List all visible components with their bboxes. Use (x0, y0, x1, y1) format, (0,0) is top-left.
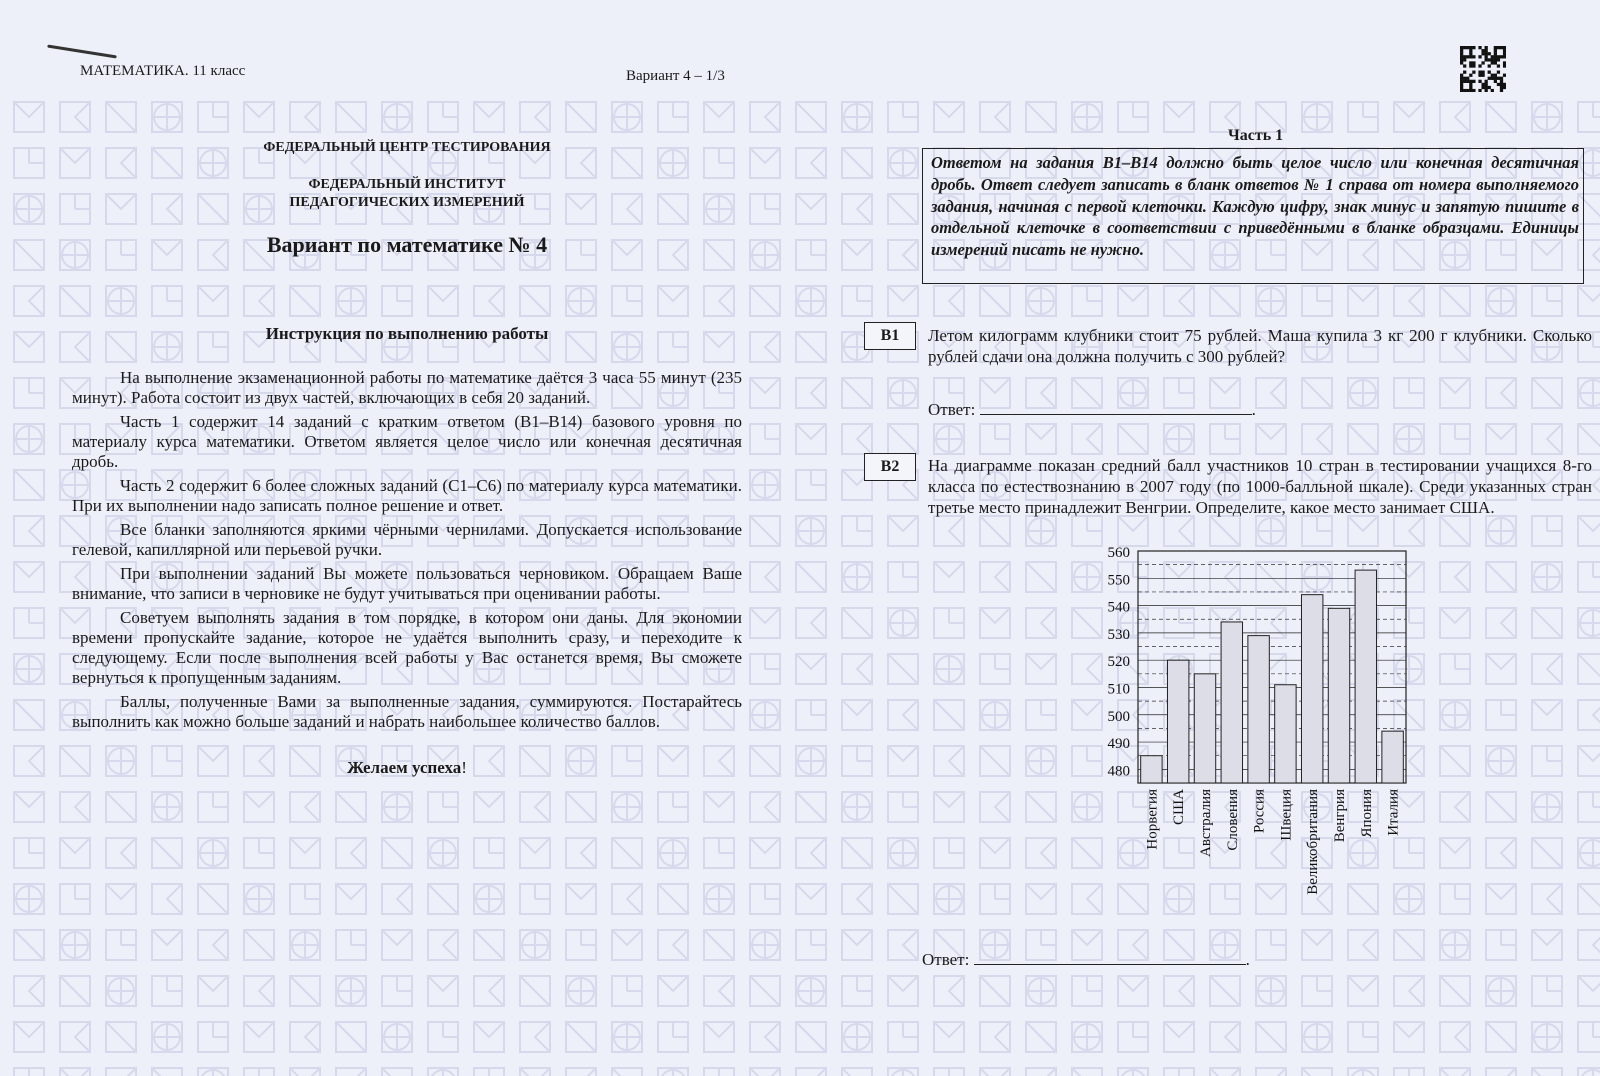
qr-module (1460, 89, 1463, 92)
instruction-paragraph: Все бланки заполняются яркими чёрными чернилами. Допускается использование гелевой, капиллярной или перьевой ручки. (72, 520, 742, 559)
qr-module (1469, 52, 1472, 55)
qr-module (1469, 64, 1472, 67)
qr-module (1488, 58, 1491, 61)
bar (1275, 685, 1296, 783)
qr-module (1463, 71, 1466, 74)
qr-module (1497, 83, 1500, 86)
org-ftc: ФЕДЕРАЛЬНЫЙ ЦЕНТР ТЕСТИРОВАНИЯ (263, 140, 551, 155)
qr-module (1485, 83, 1488, 86)
qr-module (1497, 64, 1500, 67)
y-tick-label: 550 (1107, 572, 1130, 589)
qr-module (1485, 46, 1488, 49)
qr-module (1478, 64, 1481, 67)
bar (1355, 570, 1376, 783)
qr-module (1503, 74, 1506, 77)
qr-module (1503, 64, 1506, 67)
qr-module (1494, 49, 1497, 52)
x-tick-label: Норвегия (1144, 789, 1161, 850)
qr-module (1463, 80, 1466, 83)
qr-module (1460, 46, 1463, 49)
qr-module (1466, 46, 1469, 49)
qr-module (1485, 49, 1488, 52)
good-luck-exclamation: ! (461, 758, 467, 777)
bar (1382, 731, 1403, 783)
qr-module (1497, 77, 1500, 80)
bar (1141, 756, 1162, 783)
qr-module (1466, 80, 1469, 83)
instruction-paragraph: Часть 2 содержит 6 более сложных заданий (С1–С6) по материалу курса математики. При их выполнении надо записать полное решение и ответ. (72, 476, 742, 515)
part1-instruction-box: Ответом на задания В1–В14 должно быть целое число или конечная десятичная дробь. Ответ следует записать в бланк ответов № 1 справа от номера выполняемого задания, начиная с первой клеточки. Каждую цифру, знак минус и запятую пишите в отдельной клеточке в соответствии с приведёнными в бланке образцами. Единицы измерений писать не нужно. (922, 148, 1584, 284)
answer-line (980, 398, 1252, 415)
qr-module (1503, 61, 1506, 64)
qr-module (1469, 46, 1472, 49)
qr-module (1485, 52, 1488, 55)
qr-module (1478, 80, 1481, 83)
instruction-paragraph: Советуем выполнять задания в том порядке, в котором они даны. Для экономии времени пропускайте задание, которое не удаётся выполнить сразу, и переходите к следующему. Если после выполнения всей работы у Вас останется время, Вы сможете вернуться к пропущенным заданиям. (72, 608, 742, 687)
qr-module (1494, 77, 1497, 80)
qr-module (1494, 58, 1497, 61)
qr-module (1488, 77, 1491, 80)
qr-module (1485, 55, 1488, 58)
qr-module (1481, 52, 1484, 55)
qr-module (1472, 61, 1475, 64)
qr-module (1491, 58, 1494, 61)
qr-module (1497, 71, 1500, 74)
qr-module (1460, 52, 1463, 55)
qr-module (1500, 46, 1503, 49)
qr-module (1494, 55, 1497, 58)
left-column (72, 140, 742, 778)
qr-module (1491, 89, 1494, 92)
qr-module (1469, 80, 1472, 83)
qr-module (1466, 77, 1469, 80)
qr-module (1472, 55, 1475, 58)
qr-module (1469, 83, 1472, 86)
task-b2-label: B2 (864, 453, 916, 481)
y-tick-label: 560 (1107, 545, 1130, 561)
qr-module (1466, 55, 1469, 58)
qr-module (1469, 86, 1472, 89)
y-tick-label: 480 (1107, 763, 1130, 780)
qr-module (1500, 89, 1503, 92)
instruction-paragraph: При выполнении заданий Вы можете пользоваться черновиком. Обращаем Ваше внимание, что записи в черновике не будут учитываться при оценивании работы. (72, 564, 742, 603)
qr-module (1503, 55, 1506, 58)
answer-label: Ответ: (928, 400, 976, 419)
bar (1328, 608, 1349, 783)
qr-module (1485, 58, 1488, 61)
qr-module (1488, 86, 1491, 89)
instructions-body (72, 368, 742, 732)
qr-module (1478, 89, 1481, 92)
qr-module (1491, 55, 1494, 58)
x-tick-label: Швеция (1278, 789, 1295, 841)
qr-module (1472, 71, 1475, 74)
x-tick-label: Австралия (1198, 789, 1214, 857)
x-tick-label: Великобритания (1305, 789, 1322, 895)
pen-mark (47, 45, 117, 59)
qr-module (1503, 86, 1506, 89)
task-b2-text: На диаграмме показан средний балл участников 10 стран в тестировании учащихся 8-го класса по естествознанию в 2007 году (по 1000-балльной шкале). Среди указанных стран третье место принадлежит Венгрии. Определите, какое место занимает США. (928, 456, 1592, 517)
answer-label: Ответ: (922, 950, 970, 969)
bar (1221, 622, 1242, 783)
y-tick-label: 510 (1107, 681, 1130, 698)
qr-module (1500, 86, 1503, 89)
qr-module (1469, 74, 1472, 77)
qr-module (1469, 61, 1472, 64)
qr-module (1488, 52, 1491, 55)
qr-module (1472, 64, 1475, 67)
bar (1301, 595, 1322, 783)
y-tick-label: 530 (1107, 626, 1130, 643)
qr-module (1497, 55, 1500, 58)
instructions-title: Инструкция по выполнению работы (265, 324, 549, 343)
qr-module (1460, 80, 1463, 83)
qr-module (1472, 46, 1475, 49)
qr-module (1466, 89, 1469, 92)
qr-module (1485, 80, 1488, 83)
qr-module (1463, 77, 1466, 80)
header-subject: МАТЕМАТИКА. 11 класс (80, 63, 246, 79)
qr-module (1472, 80, 1475, 83)
qr-module (1494, 46, 1497, 49)
x-tick-label: Венгрия (1332, 789, 1348, 843)
x-tick-label: США (1171, 789, 1188, 825)
qr-module (1503, 83, 1506, 86)
qr-module (1488, 64, 1491, 67)
qr-module (1481, 74, 1484, 77)
qr-module (1481, 86, 1484, 89)
task-b1-label: B1 (864, 322, 916, 350)
qr-module (1481, 49, 1484, 52)
qr-module (1460, 49, 1463, 52)
qr-module (1494, 74, 1497, 77)
org-fipi-line2: ПЕДАГОГИЧЕСКИХ ИЗМЕРЕНИЙ (289, 195, 525, 210)
x-tick-label: Россия (1251, 789, 1268, 834)
instruction-paragraph: Баллы, полученные Вами за выполненные задания, суммируются. Постарайтесь выполнить как можно больше заданий и набрать наибольшее количество баллов. (72, 692, 742, 731)
qr-module (1469, 49, 1472, 52)
qr-module (1485, 89, 1488, 92)
part-title: Часть 1 (1228, 127, 1284, 144)
qr-module (1494, 80, 1497, 83)
bar-chart (1090, 545, 1420, 925)
qr-module (1463, 89, 1466, 92)
qr-module (1478, 71, 1481, 74)
qr-module (1481, 71, 1484, 74)
instruction-paragraph: Часть 1 содержит 14 заданий с кратким ответом (В1–В14) базового уровня по материалу курса математики. Ответом является целое число или конечная десятичная дробь. (72, 412, 742, 471)
y-tick-label: 490 (1107, 736, 1130, 753)
qr-module (1500, 77, 1503, 80)
task-b1-answer (928, 398, 1256, 420)
qr-module (1494, 61, 1497, 64)
header-variant: Вариант 4 – 1/3 (626, 68, 725, 84)
qr-module (1463, 58, 1466, 61)
x-tick-label: Япония (1358, 789, 1375, 838)
instruction-paragraph: На выполнение экзаменационной работы по математике даётся 3 часа 55 минут (235 минут). Работа состоит из двух частей, включающих в себя 20 заданий. (72, 368, 742, 407)
qr-module (1460, 77, 1463, 80)
qr-module (1469, 89, 1472, 92)
qr-module (1478, 74, 1481, 77)
qr-module (1460, 74, 1463, 77)
qr-module (1463, 55, 1466, 58)
good-luck-words: Желаем успеха (347, 758, 462, 777)
good-luck-text (72, 758, 742, 778)
qr-module (1460, 83, 1463, 86)
qr-module (1460, 86, 1463, 89)
answer-line (974, 948, 1246, 965)
qr-module (1503, 46, 1506, 49)
qr-module (1485, 86, 1488, 89)
x-tick-label: Италия (1385, 789, 1402, 836)
qr-module (1460, 55, 1463, 58)
y-tick-label: 540 (1107, 599, 1130, 616)
qr-module (1463, 64, 1466, 67)
qr-module (1494, 52, 1497, 55)
task-b2-answer (922, 948, 1250, 970)
qr-module (1491, 61, 1494, 64)
org-fipi (72, 176, 742, 212)
qr-module (1478, 55, 1481, 58)
y-tick-label: 500 (1107, 708, 1130, 725)
qr-module (1497, 46, 1500, 49)
y-tick-label: 520 (1107, 654, 1130, 671)
qr-module (1472, 89, 1475, 92)
task-b1-text: Летом килограмм клубники стоит 75 рублей. Маша купила 3 кг 200 г клубники. Сколько рублей сдачи она должна получить с 300 рублей? (928, 326, 1592, 366)
qr-module (1460, 61, 1463, 64)
bar (1248, 636, 1269, 783)
qr-module (1503, 49, 1506, 52)
answer-end: . (1245, 950, 1250, 969)
qr-module (1503, 52, 1506, 55)
bar (1194, 674, 1215, 783)
answer-end: . (1251, 400, 1256, 419)
qr-module (1481, 83, 1484, 86)
qr-module (1488, 71, 1491, 74)
qr-module (1478, 46, 1481, 49)
org-fipi-line1: ФЕДЕРАЛЬНЫЙ ИНСТИТУТ (308, 177, 506, 192)
qr-module (1481, 61, 1484, 64)
qr-module (1500, 83, 1503, 86)
qr-module (1497, 58, 1500, 61)
bar (1167, 660, 1188, 783)
qr-module (1463, 46, 1466, 49)
qr-module (1460, 58, 1463, 61)
variant-title: Вариант по математике № 4 (266, 232, 548, 257)
qr-module (1500, 80, 1503, 83)
x-tick-label: Словения (1224, 789, 1241, 851)
qr-module (1491, 74, 1494, 77)
qr-module (1491, 77, 1494, 80)
qr-module (1469, 55, 1472, 58)
qr-module (1500, 55, 1503, 58)
qr-code-icon (1460, 46, 1506, 92)
